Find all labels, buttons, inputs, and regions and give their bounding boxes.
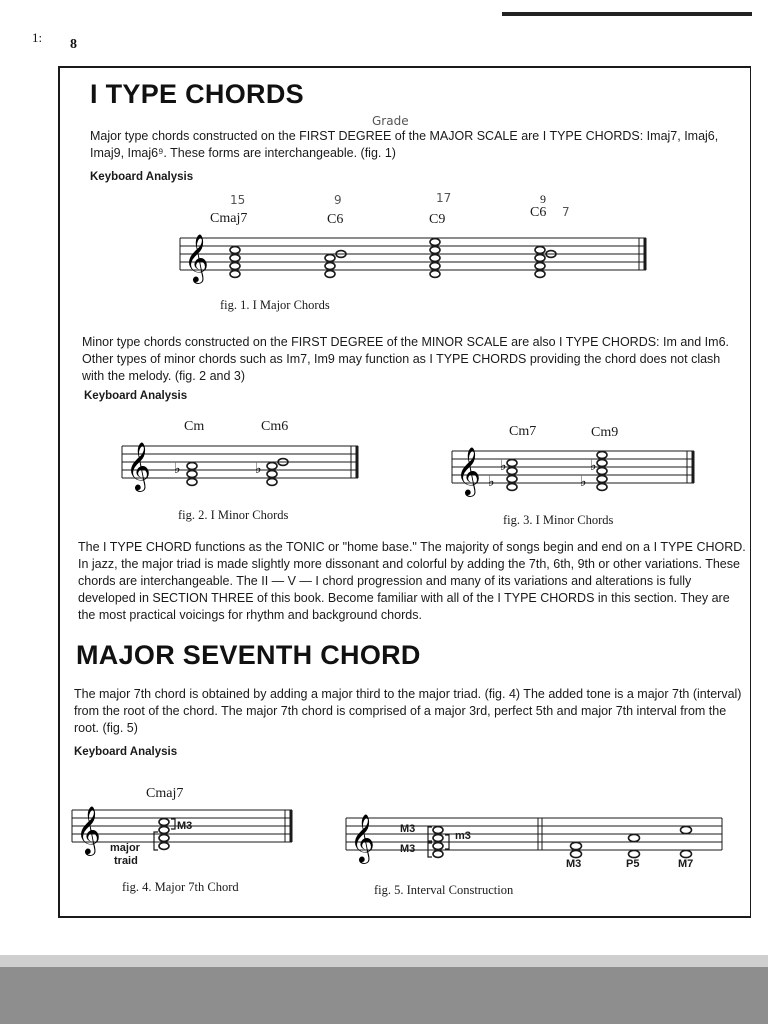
label-major: major xyxy=(110,842,140,854)
caption-fig3: fig. 3. I Minor Chords xyxy=(503,513,614,527)
chord-label-cm: Cm xyxy=(184,419,205,434)
keyboard-analysis-heading-3: Keyboard Analysis xyxy=(74,746,178,758)
label-m3-lower: M3 xyxy=(400,843,416,855)
paragraph-minor-type: Minor type chords constructed on the FIRST DEGREE of the MINOR SCALE are also I TYPE CHORDS: Im and Im6. Other types of minor chords such as Im7, Im9 may function as I TYPE CHORDS providing the chord does not clash with the melody. (fig. 2 and 3) xyxy=(82,335,729,383)
paragraph-major-seventh: The major 7th chord is obtained by adding a major third to the major triad. (fig. 4) The added tone is a major 7th (interval) from the root of the chord. The major 7th chord is comprised of a major 3rd, perfect 5th and major 7th interval from the root. (fig. 5) xyxy=(74,687,742,735)
svg-text:𝄞: 𝄞 xyxy=(456,446,481,495)
annotation-9: 9 xyxy=(334,193,342,207)
svg-text:♭: ♭ xyxy=(500,458,507,474)
label-minor-3rd: m3 xyxy=(455,830,471,842)
annotation-7: 7 xyxy=(562,205,570,219)
interval-label-m3: M3 xyxy=(566,858,582,870)
section-title-major-seventh: MAJOR SEVENTH CHORD xyxy=(76,640,421,670)
label-m3-upper: M3 xyxy=(400,823,416,835)
chord-label-c9: C9 xyxy=(429,212,446,227)
interval-label-m7: M7 xyxy=(678,858,694,870)
svg-text:♭: ♭ xyxy=(255,461,262,477)
caption-fig2: fig. 2. I Minor Chords xyxy=(178,508,289,522)
page-number-left: 1: xyxy=(32,30,43,45)
annotation-17: 17 xyxy=(436,191,452,205)
svg-text:𝄞: 𝄞 xyxy=(76,805,101,854)
annotation-15: 15 xyxy=(230,193,246,207)
svg-text:♭: ♭ xyxy=(488,474,495,490)
interval-label-p5: P5 xyxy=(626,858,640,870)
paragraph-major-type: Major type chords constructed on the FIRST DEGREE of the MAJOR SCALE are I TYPE CHORDS: Imaj7, Imaj6, Imaj9, Imaj6⁹. These forms are interchangeable. (fig. 1) xyxy=(90,129,719,160)
handwritten-note: Grade xyxy=(372,114,409,128)
caption-fig5: fig. 5. Interval Construction xyxy=(374,883,514,897)
keyboard-analysis-heading-1: Keyboard Analysis xyxy=(90,171,194,183)
chord-label-c6-9: C6 xyxy=(530,205,547,220)
caption-fig1: fig. 1. I Major Chords xyxy=(220,298,330,312)
staff-fig2 xyxy=(122,440,362,490)
chord-label-cm9: Cm9 xyxy=(591,425,619,440)
staff-fig1 xyxy=(180,232,650,282)
scan-bottom-shadow xyxy=(0,955,768,1024)
chord-label-cm6: Cm6 xyxy=(261,419,289,434)
page-number: 8 xyxy=(70,37,77,52)
label-m3-fig4: M3 xyxy=(177,820,193,832)
label-traid: traid xyxy=(114,855,138,867)
svg-text:𝄞: 𝄞 xyxy=(184,233,209,282)
svg-text:♭: ♭ xyxy=(174,461,181,477)
keyboard-analysis-heading-2: Keyboard Analysis xyxy=(84,390,188,402)
caption-fig4: fig. 4. Major 7th Chord xyxy=(122,880,239,894)
svg-text:𝄞: 𝄞 xyxy=(126,441,151,490)
staff-fig3 xyxy=(452,445,698,495)
scan-top-bar xyxy=(502,12,752,16)
chord-label-cm7: Cm7 xyxy=(509,424,537,439)
chord-label-cmaj7-fig4: Cmaj7 xyxy=(146,786,184,801)
chord-label-cmaj7: Cmaj7 xyxy=(210,211,248,226)
section-title-i-type-chords: I TYPE CHORDS xyxy=(90,79,304,109)
paragraph-tonic: The I TYPE CHORD functions as the TONIC or "home base." The majority of songs begin and end on a I TYPE CHORD. In jazz, the major triad is made slightly more dissonant and colorful by adding the 7th, 6th, 9th or other variations. These chords are interchangeable. The II — V — I chord progression and many of its variations and alterations is fully developed in SECTION THREE of this book. Become familiar with all of the I TYPE CHORDS in this section. They are the most practical voicings for rhythm and background chords. xyxy=(78,540,746,622)
chord-sup-9: 9 xyxy=(540,192,546,206)
svg-text:𝄞: 𝄞 xyxy=(350,813,375,862)
svg-text:♭: ♭ xyxy=(590,458,597,474)
svg-text:♭: ♭ xyxy=(580,474,587,490)
chord-label-c6: C6 xyxy=(327,212,344,227)
